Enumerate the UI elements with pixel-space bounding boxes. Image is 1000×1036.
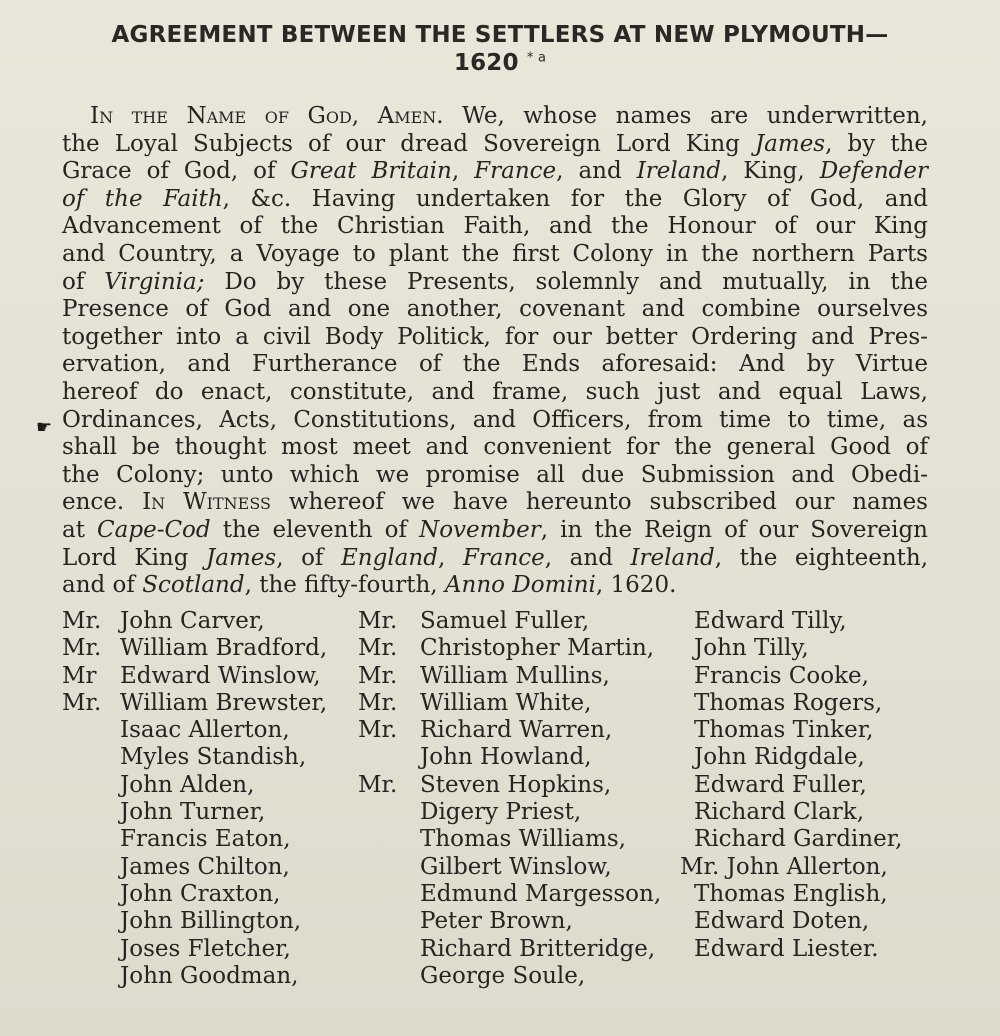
text-segment: ervation, and Furtherance of the Ends aforesaid: And by Virtue — [62, 351, 928, 378]
signer-name: Samuel Fuller, — [420, 608, 590, 634]
signer-name: John Craxton, — [120, 880, 281, 907]
text-line — [62, 186, 928, 214]
signer-name: John Turner, — [120, 799, 266, 826]
text-segment: Lord King — [62, 544, 207, 571]
signer-name: Richard Gardiner, — [694, 826, 903, 853]
text-segment: , King, — [721, 158, 820, 185]
text-segment: of — [62, 268, 105, 295]
text-segment: We, whose names are underwritten, — [443, 103, 928, 129]
signer-name: Thomas English, — [694, 880, 888, 907]
text-segment: and Country, a Voyage to plant the first Colony in the northern Parts — [62, 240, 928, 267]
text-segment: Advancement of the Christian Faith, and the Honour of our King — [62, 213, 928, 240]
signer-name: Edward Liester. — [694, 935, 879, 962]
signer-name-text: John Allerton, — [726, 853, 888, 880]
italic-text: France — [474, 158, 557, 185]
signer-name: Francis Eaton, — [120, 826, 291, 853]
signer-prefix: Mr. — [358, 771, 398, 798]
signer-prefix: Mr. — [358, 717, 398, 744]
signer-prefix: Mr. — [358, 635, 398, 662]
italic-text: Great Britain — [290, 158, 452, 185]
italic-text: Virginia; — [104, 268, 205, 295]
text-line — [62, 572, 928, 600]
signer-name: John Howland, — [420, 744, 592, 771]
italic-text: of the Faith — [62, 185, 223, 212]
italic-text: England — [341, 544, 438, 571]
signer-name: Joses Fletcher, — [120, 935, 291, 962]
italic-text: Ireland — [630, 544, 715, 571]
document-title-year — [40, 50, 960, 76]
signer-name — [680, 854, 888, 881]
italic-text: Ireland — [636, 158, 721, 185]
signer-name: John Carver, — [120, 608, 265, 634]
signer-prefix: Mr. — [62, 689, 102, 716]
text-line — [62, 131, 928, 159]
text-segment: , and — [544, 544, 631, 571]
signer-name: Thomas Williams, — [420, 826, 626, 853]
signer-name: John Ridgdale, — [694, 744, 865, 771]
text-line — [62, 517, 928, 545]
signer-name: Steven Hopkins, — [420, 771, 612, 798]
text-line — [62, 241, 928, 269]
text-segment: Ordinances, Acts, Constitutions, and Officers, from time to time, as — [62, 406, 928, 433]
text-segment: Grace of God, of — [62, 158, 291, 185]
signer-prefix: Mr. — [62, 608, 102, 634]
signer-prefix: Mr — [62, 662, 97, 689]
text-segment: the Loyal Subjects of our dread Sovereign Lord King — [62, 130, 755, 157]
text-segment: shall be thought most meet and convenient for the general Good of — [62, 434, 928, 461]
signer-name: Edward Tilly, — [694, 608, 847, 634]
italic-text: Cape-Cod — [97, 516, 211, 543]
signer-prefix: Mr. — [62, 635, 102, 662]
title-year: 1620 — [453, 50, 519, 76]
signer-prefix: Mr. — [358, 608, 398, 634]
text-segment: at — [62, 516, 98, 543]
signer-name: William White, — [420, 689, 592, 716]
signer-name: John Billington, — [120, 908, 302, 935]
signer-name: Richard Clark, — [694, 799, 865, 826]
text-line — [62, 103, 928, 131]
signer-name: George Soule, — [420, 962, 586, 989]
text-line — [62, 213, 928, 241]
text-segment: , 1620. — [595, 572, 677, 599]
text-line — [62, 489, 928, 517]
italic-text: Defender — [819, 158, 929, 185]
signer-name: Digery Priest, — [420, 799, 582, 826]
italic-text: Anno Domini — [444, 572, 596, 599]
signer-name: Thomas Tinker, — [694, 717, 874, 744]
italic-text: James — [206, 544, 277, 571]
italic-text: Scotland — [142, 572, 245, 599]
text-line — [62, 407, 928, 435]
signer-name: John Tilly, — [694, 635, 809, 662]
signer-prefix: Mr. — [358, 689, 398, 716]
signer-name: Richard Warren, — [420, 717, 613, 744]
signer-name: William Brewster, — [120, 689, 328, 716]
signer-name: Isaac Allerton, — [120, 717, 290, 744]
signer-name: Gilbert Winslow, — [420, 853, 612, 880]
text-line — [62, 462, 928, 490]
signer-name: John Goodman, — [120, 962, 299, 989]
signer-name: Myles Standish, — [120, 744, 307, 771]
italic-text: France — [462, 544, 545, 571]
italic-text: November — [419, 516, 541, 543]
signer-name: William Bradford, — [120, 635, 328, 662]
text-line — [62, 545, 928, 573]
signer-name: James Chilton, — [120, 853, 290, 880]
signer-prefix: Mr. — [680, 853, 720, 880]
text-line — [62, 351, 928, 379]
text-line — [62, 324, 928, 352]
text-segment: , of — [276, 544, 341, 571]
signer-name: Peter Brown, — [420, 908, 573, 935]
text-segment: whereof we have hereunto subscribed our names — [270, 489, 928, 516]
text-segment: , &c. Having undertaken for the Glory of God, and — [222, 185, 928, 212]
text-segment: together into a civil Body Politick, for our better Ordering and Pres- — [62, 323, 928, 350]
text-segment: , in the Reign of our Sovereign — [540, 516, 928, 543]
signer-name: Richard Britteridge, — [420, 935, 656, 962]
signer-name: Edward Doten, — [694, 908, 870, 935]
text-segment: , by the — [825, 130, 928, 157]
text-line — [62, 434, 928, 462]
text-line — [62, 379, 928, 407]
text-segment: , the eighteenth, — [714, 544, 929, 571]
signer-name: Edward Fuller, — [694, 771, 867, 798]
signer-name: Edmund Margesson, — [420, 880, 662, 907]
text-segment: and of — [62, 572, 143, 599]
text-segment: ence. — [62, 489, 143, 516]
small-caps-text: In the Name of God, Amen. — [90, 103, 444, 129]
text-line — [62, 158, 928, 186]
text-segment: , — [437, 544, 463, 571]
text-segment: hereof do enact, constitute, and frame, such just and equal Laws, — [62, 378, 928, 405]
text-line — [62, 269, 928, 297]
text-segment: , and — [556, 158, 637, 185]
agreement-body — [62, 103, 928, 600]
text-segment: the Colony; unto which we promise all due Submission and Obedi- — [62, 461, 928, 488]
document-title: AGREEMENT BETWEEN THE SETTLERS AT NEW PLYMOUTH— — [111, 22, 889, 48]
signer-name: John Alden, — [120, 771, 255, 798]
text-segment: , the fifty-fourth, — [244, 572, 445, 599]
text-segment: , — [451, 158, 475, 185]
text-segment: the eleventh of — [210, 516, 420, 543]
text-line — [62, 296, 928, 324]
signer-prefix: Mr. — [358, 662, 398, 689]
signer-name: Thomas Rogers, — [694, 689, 883, 716]
text-segment: Do by these Presents, solemnly and mutually, in the — [204, 268, 929, 295]
footnote-mark: * a — [526, 50, 547, 66]
signer-name: Christopher Martin, — [420, 635, 655, 662]
text-segment: Presence of God and one another, covenant and combine ourselves — [62, 296, 928, 323]
signer-name: Francis Cooke, — [694, 662, 869, 689]
signer-name: Edward Winslow, — [120, 662, 321, 689]
margin-pointer-icon: ☛ — [36, 417, 53, 438]
italic-text: James — [754, 130, 826, 157]
signer-name: William Mullins, — [420, 662, 610, 689]
small-caps-text: In Witness — [142, 489, 271, 516]
